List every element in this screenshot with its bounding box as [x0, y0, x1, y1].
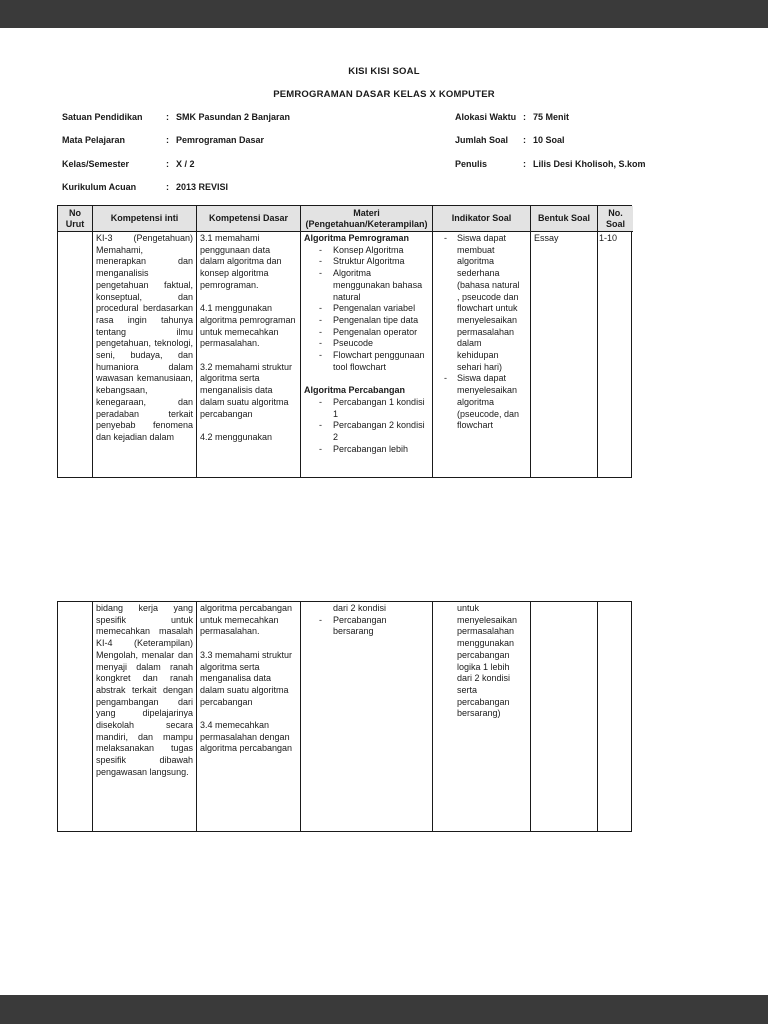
bullet-item: - Konsep Algoritma [304, 245, 429, 257]
kd-paragraph: algoritma percabangan untuk memecahkan permasalahan. [200, 603, 293, 637]
column-header: No. Soal [598, 206, 633, 232]
meta-label: Jumlah Soal [455, 135, 509, 146]
viewer-bottom-bar [0, 995, 768, 1024]
kd-paragraph: 4.2 menggunakan [200, 431, 273, 442]
materi-section-heading: Algoritma Percabangan [304, 385, 406, 396]
bullet-item: - Pengenalan operator [304, 327, 429, 339]
bullet-item: - Struktur Algoritma [304, 256, 429, 268]
table-row [58, 232, 631, 477]
kd-paragraph: 3.2 memahami struktur algoritma serta menganalisis data dalam suatu algoritma percabangan [200, 361, 293, 419]
bullet-item: - Algoritma menggunakan bahasa natural [304, 268, 429, 303]
column-header: Indikator Soal [433, 206, 531, 232]
cell-kompetensi-dasar [197, 232, 301, 477]
cell-bentuk-soal: Essay [531, 232, 598, 477]
kisi-table-page-1 [57, 205, 632, 478]
table-row [58, 602, 631, 831]
meta-value: 10 Soal [533, 135, 565, 146]
cell-indikator-soal [433, 602, 531, 831]
kd-paragraph: 3.1 memahami penggunaan data dalam algoritma dan konsep algoritma pemrograman. [200, 233, 282, 290]
document-title: KISI KISI SOAL [348, 66, 420, 77]
meta-colon: : [166, 158, 169, 169]
cell-indikator-soal [433, 232, 531, 477]
kd-paragraph: 3.4 memecahkan permasalahan dengan algoritma percabangan [200, 720, 293, 754]
cell-no-soal: 1-10 [599, 233, 618, 243]
meta-label: Penulis [455, 158, 488, 169]
meta-value: Lilis Desi Kholisoh, S.kom [533, 158, 646, 169]
blank-line [304, 373, 429, 385]
cell-materi [301, 602, 433, 831]
meta-row [62, 112, 290, 135]
table-header-row [58, 206, 631, 232]
meta-colon: : [523, 158, 526, 169]
cell-kompetensi-inti: KI-3 (Pengetahuan) Memahami, menerapkan dan menganalisis pengetahuan faktual, konseptual, dan procedural berdasarkan rasa ingin tahunya tentang ilmu pengetahuan, teknologi, seni, budaya, dan humaniora dalam wawasan kemanusiaan, kebangsaan, kenegaraan, dan peradaban terkait penyebab fenomena dan kejadian dalam [93, 232, 197, 477]
meta-label: Alokasi Waktu [455, 112, 517, 122]
materi-section-heading: Algoritma Pemrograman [304, 233, 410, 243]
column-header: Kompetensi Dasar [197, 206, 301, 232]
document-subtitle: PEMROGRAMAN DASAR KELAS X KOMPUTER [273, 89, 495, 100]
meta-value: Pemrograman Dasar [176, 135, 265, 146]
cell-no-soal [598, 602, 633, 831]
meta-row [62, 159, 290, 182]
column-header: Kompetensi inti [93, 206, 197, 232]
meta-colon: : [523, 112, 526, 122]
meta-label: Satuan Pendidikan [62, 112, 143, 122]
cell-kompetensi-dasar [197, 602, 301, 831]
bullet-item: - Percabangan 2 kondisi 2 [304, 420, 429, 443]
meta-value: X / 2 [176, 158, 195, 169]
column-header: No Urut [58, 206, 93, 232]
continuation-text: dari 2 kondisi [333, 603, 387, 613]
meta-label: Kurikulum Acuan [62, 182, 137, 193]
bullet-item: - Flowchart penggunaan tool flowchart [304, 350, 429, 373]
bullet-item: - Pengenalan variabel [304, 303, 429, 315]
meta-row [62, 135, 290, 158]
cell-bentuk-soal [531, 602, 598, 831]
bullet-item: - Percabangan bersarang [304, 615, 429, 638]
meta-colon: : [523, 135, 526, 146]
meta-colon: : [166, 135, 169, 146]
meta-row [455, 112, 646, 135]
cell-kompetensi-inti: bidang kerja yang spesifik untuk memecahkan masalah KI-4 (Keterampilan) Mengolah, menalar dan menyaji dalam ranah kongkret dan ranah abstrak terkait dengan pengambangan dari yang dipelajarinya disekolah secara mandiri, dan mampu melaksanakan tugas spesifik dibawah pengawasan langsung. [93, 602, 197, 831]
bullet-item: - Pengenalan tipe data [304, 315, 429, 327]
meta-label: Mata Pelajaran [62, 135, 126, 146]
meta-colon: : [166, 182, 169, 193]
bullet-item: - Percabangan 1 kondisi 1 [304, 397, 429, 420]
meta-row [62, 182, 290, 205]
meta-value: 2013 REVISI [176, 182, 229, 193]
kd-paragraph: 4.1 menggunakan algoritma pemrograman untuk memecahkan permasalahan. [200, 303, 296, 349]
meta-left-column [62, 112, 290, 206]
column-header: Bentuk Soal [531, 206, 598, 232]
cell-no-urut [58, 232, 93, 477]
meta-value: SMK Pasundan 2 Banjaran [176, 112, 291, 122]
kd-paragraph: 3.3 memahami struktur algoritma serta menganalisa data dalam suatu algoritma percabangan [200, 649, 293, 707]
meta-label: Kelas/Semester [62, 158, 130, 169]
continuation-text: untuk menyelesaikan permasalahan menggunakan percabangan logika 1 lebih dari 2 kondisi serta percabangan bersarang) [457, 603, 518, 719]
meta-colon: : [166, 112, 169, 122]
cell-no-urut [58, 602, 93, 831]
cell-materi [301, 232, 433, 477]
bullet-item: - Siswa dapat membuat algoritma sederhana (bahasa natural , pseucode dan flowchart untuk menyelesaikan permasalahan dalam kehidupan sehari hari) [436, 233, 527, 373]
meta-value: 75 Menit [533, 112, 570, 122]
meta-right-column [455, 112, 646, 182]
meta-row [455, 159, 646, 182]
meta-row [455, 135, 646, 158]
column-header: Materi (Pengetahuan/Keterampilan) [301, 206, 433, 232]
bullet-item: - Percabangan lebih [304, 444, 429, 456]
bullet-item: - Siswa dapat menyelesaikan algoritma (pseucode, dan flowchart [436, 373, 527, 432]
kisi-table-page-2-continuation [57, 601, 632, 832]
viewer-top-bar [0, 0, 768, 28]
bullet-item: - Pseucode [304, 338, 429, 350]
